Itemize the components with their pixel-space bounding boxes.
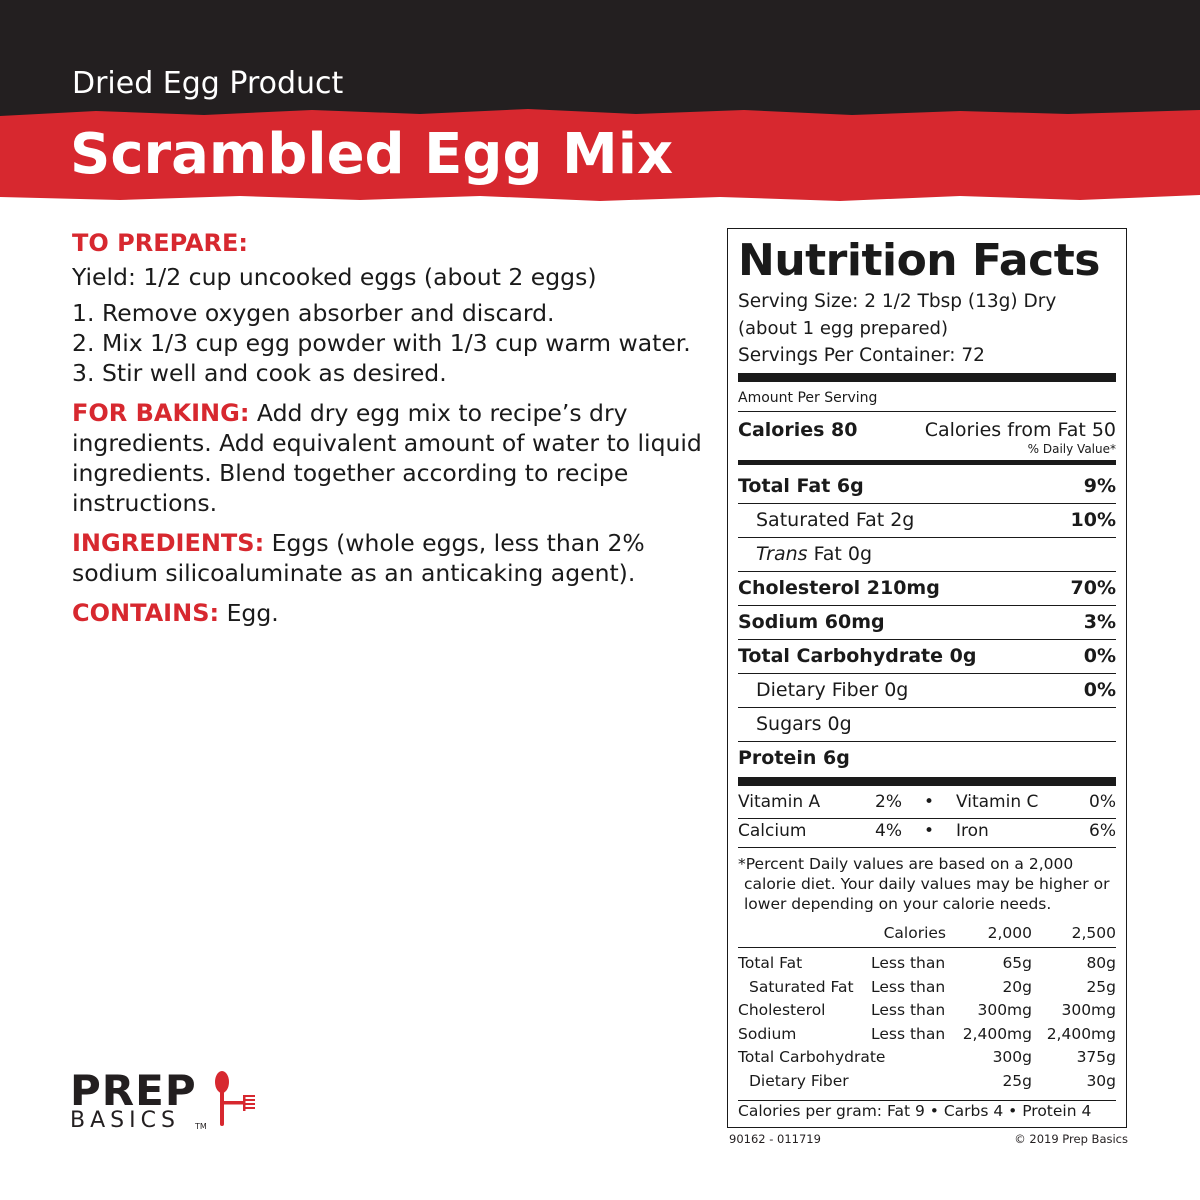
footnote-line: lower depending on your calorie needs. <box>744 895 1052 913</box>
serving-note: (about 1 egg prepared) <box>738 318 948 339</box>
nutrient-row-sugars: Sugars 0g <box>738 708 1116 742</box>
nutrient-row-trans-fat: Trans Fat 0g <box>738 538 1116 572</box>
list-item: 3. Stir well and cook as desired. <box>72 359 447 387</box>
logo-prep-text: PREP <box>70 1066 197 1115</box>
medium-divider <box>738 460 1116 465</box>
copyright: © 2019 Prep Basics <box>1014 1132 1128 1146</box>
divider <box>738 947 1116 948</box>
daily-value-header: % Daily Value* <box>1027 442 1116 456</box>
yield-line <box>72 262 712 292</box>
footnote-line: calorie diet. Your daily values may be higher or <box>744 875 1110 893</box>
nutrient-row-total-fat: Total Fat 6g 9% <box>738 470 1116 504</box>
vitamin-row: Vitamin A 2% • Vitamin C 0% <box>738 792 1116 812</box>
table-row: Total Carbohydrate 300g 375g <box>738 1048 1116 1066</box>
baking-text: Add dry egg mix to recipe’s dry ingredients. Add equivalent amount of water to liquid ingredients. Blend together according to recipe instructions. <box>72 399 702 517</box>
contains-section <box>72 598 712 628</box>
ingredients-text: Eggs (whole eggs, less than 2% sodium silicoaluminate as an anticaking agent). <box>72 529 645 587</box>
yield-text: 1/2 cup uncooked eggs (about 2 eggs) <box>143 263 597 291</box>
nutrient-row-sodium: Sodium 60mg 3% <box>738 606 1116 640</box>
nutrient-row-total-carbohydrate: Total Carbohydrate 0g 0% <box>738 640 1116 674</box>
thick-divider <box>738 777 1116 786</box>
calories: Calories 80 <box>738 419 858 441</box>
table-row: Total Fat Less than 65g 80g <box>738 954 1116 972</box>
baking-section <box>72 398 712 518</box>
product-title: Scrambled Egg Mix <box>70 122 674 187</box>
table-header: Calories 2,000 2,500 <box>883 924 1116 942</box>
nutrient-row-cholesterol: Cholesterol 210mg 70% <box>738 572 1116 606</box>
calories-from-fat: Calories from Fat 50 <box>924 419 1116 441</box>
yield-label: Yield: <box>72 263 136 291</box>
thick-divider <box>738 373 1116 382</box>
table-row: Dietary Fiber 25g 30g <box>749 1071 1116 1090</box>
divider <box>738 411 1116 412</box>
divider <box>738 1100 1116 1101</box>
prepare-heading: TO PREPARE: <box>72 229 249 257</box>
footnote-line: *Percent Daily values are based on a 2,000 <box>738 855 1074 873</box>
logo-basics-text: BASICS <box>70 1108 180 1133</box>
servings-per-container: Servings Per Container: 72 <box>738 345 985 366</box>
amount-per-serving: Amount Per Serving <box>738 390 878 406</box>
product-subtitle: Dried Egg Product <box>72 66 344 101</box>
spoon-fork-icon <box>215 1070 315 1130</box>
ingredients-heading: INGREDIENTS: <box>72 529 265 557</box>
nutrient-row-saturated-fat: Saturated Fat 2g 10% <box>738 504 1116 538</box>
calories-per-gram: Calories per gram: Fat 9 • Carbs 4 • Protein 4 <box>738 1102 1092 1120</box>
list-item: 2. Mix 1/3 cup egg powder with 1/3 cup warm water. <box>72 329 691 357</box>
contains-text: Egg. <box>226 599 279 627</box>
product-code: 90162 - 011719 <box>729 1132 821 1146</box>
logo-trademark: TM <box>195 1122 207 1131</box>
contains-heading: CONTAINS: <box>72 599 220 627</box>
table-row: Saturated Fat Less than 20g 25g <box>749 977 1116 996</box>
preparation-instructions <box>72 228 712 638</box>
baking-heading: FOR BAKING: <box>72 399 250 427</box>
vitamin-row: Calcium 4% • Iron 6% <box>738 821 1116 841</box>
serving-size: Serving Size: 2 1/2 Tbsp (13g) Dry <box>738 291 1057 312</box>
nutrition-facts-panel <box>727 228 1127 1128</box>
table-row: Sodium Less than 2,400mg 2,400mg <box>738 1024 1116 1043</box>
nutrition-title: Nutrition Facts <box>738 235 1100 286</box>
divider <box>738 847 1116 848</box>
nutrient-row-protein: Protein 6g <box>738 747 850 769</box>
list-item: 1. Remove oxygen absorber and discard. <box>72 299 555 327</box>
steps-list <box>72 298 712 388</box>
table-row: Cholesterol Less than 300mg 300mg <box>738 1001 1116 1019</box>
prep-basics-logo <box>70 1066 260 1136</box>
nutrient-row-dietary-fiber: Dietary Fiber 0g 0% <box>738 674 1116 708</box>
ingredients-section <box>72 528 712 588</box>
